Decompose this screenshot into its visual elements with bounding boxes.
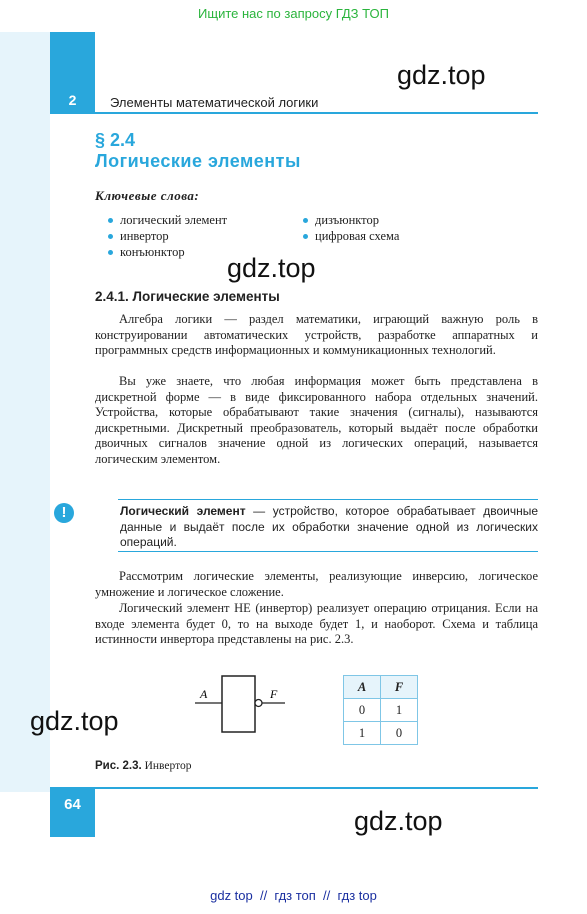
- definition-box: [120, 504, 538, 551]
- keyword-label: цифровая схема: [315, 229, 400, 243]
- watermark: gdz.top: [397, 60, 486, 90]
- figure-caption: [95, 760, 192, 772]
- bullet-icon: [303, 218, 308, 223]
- bottom-banner: gdz top // гдз топ // гдз top: [210, 888, 377, 903]
- figure-caption-label: Рис. 2.3.: [95, 760, 142, 772]
- table-row: [344, 699, 418, 722]
- top-banner: Ищите нас по запросу ГДЗ ТОП: [198, 6, 389, 21]
- watermark: gdz.top: [227, 253, 316, 283]
- bullet-icon: [108, 250, 113, 255]
- table-cell: 0: [381, 722, 418, 745]
- table-row: [344, 722, 418, 745]
- chapter-number: 2: [68, 92, 77, 108]
- page-number: 64: [64, 796, 81, 813]
- subsection-title: 2.4.1. Логические элементы: [95, 289, 280, 304]
- figure-caption-text: Инвертор: [144, 760, 192, 772]
- keyword-label: конъюнктор: [120, 245, 185, 259]
- table-cell: 0: [344, 699, 381, 722]
- definition-rule-bottom: [118, 551, 538, 552]
- definition-rule-top: [118, 499, 538, 500]
- table-header-cell: A: [344, 676, 381, 699]
- keyword-item: [108, 229, 169, 244]
- watermark: gdz.top: [30, 706, 119, 736]
- bullet-icon: [303, 234, 308, 239]
- keyword-label: логический элемент: [120, 213, 228, 227]
- inverter-diagram: [195, 672, 305, 738]
- watermark: gdz.top: [354, 806, 443, 836]
- inverter-gate-body: [222, 676, 255, 732]
- paragraph: Алгебра логики — раздел математики, играющий важную роль в конструировании автоматических устройств, разработке аппаратных и программных средств информационных и коммуникационных технологий.: [95, 312, 538, 357]
- chapter-title: Элементы математической логики: [110, 95, 319, 110]
- header-rule: [95, 112, 538, 114]
- definition-text: — устройство, которое обрабатывает двоичные данные и выдаёт после их обработки значение одной из логических операций.: [120, 504, 539, 549]
- section-title: Логические элементы: [95, 151, 301, 171]
- output-label: F: [270, 687, 278, 701]
- bullet-icon: [108, 218, 113, 223]
- left-margin-strip: [0, 32, 50, 792]
- paragraph: Рассмотрим логические элементы, реализующие инверсию, логическое умножение и логическое сложение.: [95, 569, 538, 599]
- paragraph: Логический элемент НЕ (инвертор) реализует операцию отрицания. Если на входе элемента будет 0, то на выходе будет 1, и наоборот. Схема и таблица истинности инвертора представлены на рис. 2.3.: [95, 601, 538, 646]
- keyword-item: [303, 229, 399, 244]
- keyword-label: дизъюнктор: [315, 213, 379, 227]
- footer-rule: [95, 787, 538, 789]
- definition-term: Логический элемент: [120, 504, 246, 518]
- table-cell: 1: [381, 699, 418, 722]
- inversion-bubble: [255, 700, 262, 707]
- table-cell: 1: [344, 722, 381, 745]
- exclamation-icon: !: [54, 503, 74, 523]
- keyword-item: [108, 213, 227, 228]
- keywords-heading: Ключевые слова:: [95, 188, 200, 203]
- keyword-item: [108, 245, 185, 260]
- table-header-row: [344, 676, 418, 699]
- keyword-item: [303, 213, 379, 228]
- truth-table: [343, 675, 418, 745]
- keyword-label: инвертор: [120, 229, 169, 243]
- bullet-icon: [108, 234, 113, 239]
- section-number: § 2.4: [95, 130, 136, 150]
- input-label: A: [200, 687, 208, 701]
- table-header-cell: F: [381, 676, 418, 699]
- paragraph: Вы уже знаете, что любая информация может быть представлена в дискретной форме — в виде фиксированного набора отдельных значений. Устройства, которые обрабатывают такие значения (сигналы), называются дискретными. Дискретный преобразователь, который выдаёт после обработки двоичных сигналов значение одной из логических операций, называется логическим элементом.: [95, 374, 538, 466]
